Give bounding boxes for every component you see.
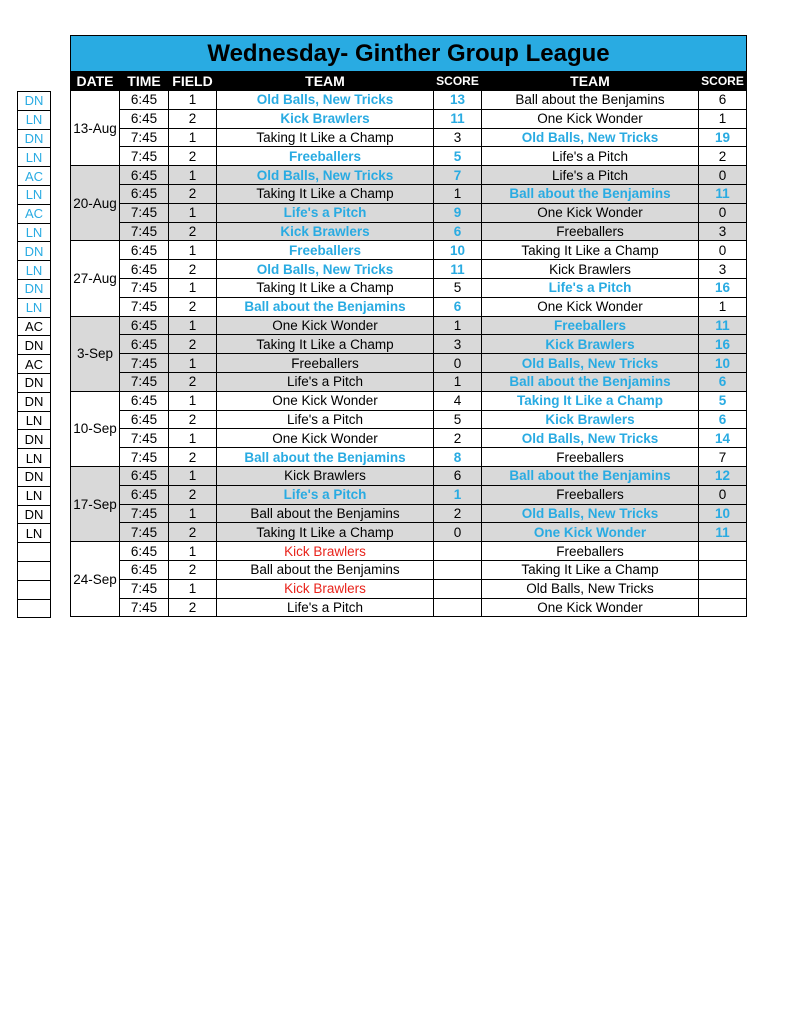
game-time: 7:45	[120, 278, 169, 297]
team-1-score: 2	[434, 429, 482, 448]
referee-code: DN	[18, 279, 51, 298]
team-2-score: 12	[699, 466, 747, 485]
team-2-score	[699, 560, 747, 579]
game-row	[71, 297, 747, 316]
referee-code: DN	[18, 392, 51, 411]
team-2-score: 14	[699, 429, 747, 448]
team-2-score: 7	[699, 448, 747, 467]
referee-code: DN	[18, 467, 51, 486]
game-field: 1	[169, 166, 217, 185]
team-1-name: Kick Brawlers	[217, 109, 434, 128]
game-row	[71, 579, 747, 598]
code-row	[18, 129, 51, 148]
game-time: 6:45	[120, 335, 169, 354]
game-row	[71, 504, 747, 523]
referee-code: LN	[18, 411, 51, 430]
game-time: 7:45	[120, 147, 169, 166]
team-2-name: Freeballers	[482, 316, 699, 335]
game-field: 1	[169, 429, 217, 448]
game-row	[71, 391, 747, 410]
code-row	[18, 242, 51, 261]
game-row	[71, 335, 747, 354]
game-row	[71, 523, 747, 542]
code-row	[18, 336, 51, 355]
game-time: 7:45	[120, 598, 169, 617]
team-2-name: One Kick Wonder	[482, 523, 699, 542]
game-row	[71, 410, 747, 429]
referee-code: DN	[18, 373, 51, 392]
team-2-score: 6	[699, 91, 747, 110]
code-row	[18, 167, 51, 186]
game-field: 1	[169, 504, 217, 523]
team-1-name: Life's a Pitch	[217, 598, 434, 617]
team-2-name: Kick Brawlers	[482, 410, 699, 429]
team-1-score: 5	[434, 410, 482, 429]
team-1-name: Taking It Like a Champ	[217, 128, 434, 147]
game-time: 7:45	[120, 203, 169, 222]
referee-code: DN	[18, 92, 51, 111]
team-2-name: Ball about the Benjamins	[482, 372, 699, 391]
game-time: 7:45	[120, 372, 169, 391]
code-row	[18, 505, 51, 524]
team-1-score: 6	[434, 222, 482, 241]
team-2-score: 2	[699, 147, 747, 166]
team-1-name: Ball about the Benjamins	[217, 504, 434, 523]
team-2-name: One Kick Wonder	[482, 297, 699, 316]
header-time: TIME	[120, 72, 169, 91]
game-row	[71, 260, 747, 279]
game-row	[71, 166, 747, 185]
game-field: 2	[169, 410, 217, 429]
team-1-score: 1	[434, 485, 482, 504]
week-date: 10-Sep	[71, 391, 120, 466]
team-2-score: 0	[699, 241, 747, 260]
referee-code: LN	[18, 185, 51, 204]
team-2-score: 10	[699, 504, 747, 523]
team-2-score: 11	[699, 316, 747, 335]
team-1-score	[434, 560, 482, 579]
team-2-score: 3	[699, 222, 747, 241]
team-2-name: Life's a Pitch	[482, 166, 699, 185]
game-time: 6:45	[120, 466, 169, 485]
code-row	[18, 580, 51, 599]
referee-code: DN	[18, 242, 51, 261]
team-1-score: 9	[434, 203, 482, 222]
team-2-score: 5	[699, 391, 747, 410]
page-title: Wednesday- Ginther Group League	[71, 36, 747, 72]
game-field: 2	[169, 297, 217, 316]
team-2-name: Life's a Pitch	[482, 278, 699, 297]
game-time: 7:45	[120, 523, 169, 542]
team-2-score: 1	[699, 297, 747, 316]
game-time: 7:45	[120, 297, 169, 316]
team-2-name: Taking It Like a Champ	[482, 241, 699, 260]
game-time: 6:45	[120, 91, 169, 110]
referee-code: LN	[18, 298, 51, 317]
team-1-score: 5	[434, 278, 482, 297]
team-2-name: Life's a Pitch	[482, 147, 699, 166]
game-time: 6:45	[120, 260, 169, 279]
team-1-score: 0	[434, 354, 482, 373]
referee-code-column	[17, 91, 51, 618]
referee-code	[18, 561, 51, 580]
code-row	[18, 279, 51, 298]
code-row	[18, 355, 51, 374]
team-1-name: Freeballers	[217, 241, 434, 260]
game-row	[71, 354, 747, 373]
header-date: DATE	[71, 72, 120, 91]
referee-code: LN	[18, 261, 51, 280]
team-1-score: 2	[434, 504, 482, 523]
code-row	[18, 317, 51, 336]
game-field: 2	[169, 560, 217, 579]
referee-code: LN	[18, 223, 51, 242]
game-row	[71, 542, 747, 561]
game-field: 1	[169, 128, 217, 147]
team-2-name: Freeballers	[482, 448, 699, 467]
team-1-name: One Kick Wonder	[217, 429, 434, 448]
game-field: 2	[169, 523, 217, 542]
team-1-name: Old Balls, New Tricks	[217, 260, 434, 279]
team-1-name: Ball about the Benjamins	[217, 560, 434, 579]
team-2-name: One Kick Wonder	[482, 203, 699, 222]
code-row	[18, 599, 51, 618]
game-field: 2	[169, 147, 217, 166]
team-1-score: 3	[434, 335, 482, 354]
team-1-score: 7	[434, 166, 482, 185]
referee-code: LN	[18, 449, 51, 468]
header-row	[71, 72, 747, 91]
team-2-name: Ball about the Benjamins	[482, 91, 699, 110]
team-1-name: Ball about the Benjamins	[217, 448, 434, 467]
game-time: 6:45	[120, 316, 169, 335]
team-1-score: 6	[434, 297, 482, 316]
game-time: 7:45	[120, 354, 169, 373]
team-2-name: One Kick Wonder	[482, 109, 699, 128]
game-time: 7:45	[120, 448, 169, 467]
team-2-name: Old Balls, New Tricks	[482, 354, 699, 373]
team-1-name: Kick Brawlers	[217, 466, 434, 485]
referee-code	[18, 580, 51, 599]
code-row	[18, 524, 51, 543]
schedule-table	[70, 35, 747, 617]
team-1-score: 1	[434, 316, 482, 335]
team-2-score: 16	[699, 278, 747, 297]
game-time: 6:45	[120, 542, 169, 561]
team-1-score: 1	[434, 372, 482, 391]
team-1-name: Old Balls, New Tricks	[217, 166, 434, 185]
game-time: 7:45	[120, 128, 169, 147]
code-row	[18, 110, 51, 129]
team-2-score: 11	[699, 184, 747, 203]
game-field: 2	[169, 222, 217, 241]
game-field: 2	[169, 335, 217, 354]
team-1-name: Taking It Like a Champ	[217, 278, 434, 297]
game-time: 7:45	[120, 579, 169, 598]
team-2-name: Kick Brawlers	[482, 260, 699, 279]
team-1-name: One Kick Wonder	[217, 391, 434, 410]
game-row	[71, 316, 747, 335]
game-field: 1	[169, 354, 217, 373]
week-date: 3-Sep	[71, 316, 120, 391]
game-row	[71, 109, 747, 128]
game-row	[71, 372, 747, 391]
team-1-score: 11	[434, 109, 482, 128]
team-2-name: Old Balls, New Tricks	[482, 579, 699, 598]
team-1-score: 4	[434, 391, 482, 410]
team-1-name: Life's a Pitch	[217, 410, 434, 429]
code-row	[18, 486, 51, 505]
referee-code: LN	[18, 486, 51, 505]
team-2-score: 3	[699, 260, 747, 279]
game-time: 6:45	[120, 391, 169, 410]
team-1-score: 1	[434, 184, 482, 203]
team-2-name: Old Balls, New Tricks	[482, 504, 699, 523]
team-2-score	[699, 598, 747, 617]
header-score-1: SCORE	[434, 72, 482, 91]
referee-code: AC	[18, 204, 51, 223]
team-1-score: 3	[434, 128, 482, 147]
team-2-name: Kick Brawlers	[482, 335, 699, 354]
game-row	[71, 184, 747, 203]
code-row	[18, 204, 51, 223]
code-row	[18, 373, 51, 392]
referee-code: LN	[18, 148, 51, 167]
team-1-name: One Kick Wonder	[217, 316, 434, 335]
game-time: 7:45	[120, 429, 169, 448]
code-row	[18, 298, 51, 317]
game-row	[71, 91, 747, 110]
team-2-name: Ball about the Benjamins	[482, 466, 699, 485]
game-field: 1	[169, 579, 217, 598]
week-date: 13-Aug	[71, 91, 120, 166]
code-row	[18, 223, 51, 242]
header-score-2: SCORE	[699, 72, 747, 91]
game-field: 2	[169, 184, 217, 203]
team-1-name: Taking It Like a Champ	[217, 184, 434, 203]
game-time: 7:45	[120, 222, 169, 241]
referee-code: AC	[18, 355, 51, 374]
referee-code: DN	[18, 129, 51, 148]
team-2-name: Freeballers	[482, 222, 699, 241]
game-field: 2	[169, 448, 217, 467]
team-2-score	[699, 542, 747, 561]
code-row	[18, 449, 51, 468]
team-2-score: 1	[699, 109, 747, 128]
header-team-2: TEAM	[482, 72, 699, 91]
team-1-score	[434, 598, 482, 617]
team-1-name: Freeballers	[217, 354, 434, 373]
team-2-name: Ball about the Benjamins	[482, 184, 699, 203]
week-date: 27-Aug	[71, 241, 120, 316]
team-2-score: 0	[699, 485, 747, 504]
referee-code: AC	[18, 317, 51, 336]
team-2-score: 16	[699, 335, 747, 354]
team-2-score: 6	[699, 410, 747, 429]
referee-code: DN	[18, 505, 51, 524]
game-time: 6:45	[120, 560, 169, 579]
team-2-name: Freeballers	[482, 542, 699, 561]
team-1-name: Taking It Like a Champ	[217, 523, 434, 542]
game-field: 1	[169, 91, 217, 110]
game-row	[71, 222, 747, 241]
game-field: 1	[169, 391, 217, 410]
team-2-name: Old Balls, New Tricks	[482, 429, 699, 448]
game-field: 1	[169, 241, 217, 260]
code-row	[18, 185, 51, 204]
code-row	[18, 467, 51, 486]
game-time: 6:45	[120, 485, 169, 504]
team-1-score: 6	[434, 466, 482, 485]
game-row	[71, 598, 747, 617]
team-2-score	[699, 579, 747, 598]
team-1-score: 11	[434, 260, 482, 279]
header-field: FIELD	[169, 72, 217, 91]
code-row	[18, 430, 51, 449]
game-time: 6:45	[120, 184, 169, 203]
game-field: 2	[169, 485, 217, 504]
team-1-score: 13	[434, 91, 482, 110]
game-time: 6:45	[120, 109, 169, 128]
code-row	[18, 92, 51, 111]
referee-code: DN	[18, 430, 51, 449]
code-row	[18, 261, 51, 280]
game-row	[71, 203, 747, 222]
team-1-score: 8	[434, 448, 482, 467]
team-2-name: Taking It Like a Champ	[482, 560, 699, 579]
referee-code: DN	[18, 336, 51, 355]
game-row	[71, 278, 747, 297]
game-field: 1	[169, 316, 217, 335]
team-1-name: Kick Brawlers	[217, 579, 434, 598]
referee-code: LN	[18, 524, 51, 543]
team-1-name: Taking It Like a Champ	[217, 335, 434, 354]
game-time: 6:45	[120, 241, 169, 260]
team-1-name: Kick Brawlers	[217, 542, 434, 561]
game-row	[71, 485, 747, 504]
game-field: 2	[169, 372, 217, 391]
game-field: 2	[169, 109, 217, 128]
team-1-score: 10	[434, 241, 482, 260]
team-2-name: Taking It Like a Champ	[482, 391, 699, 410]
game-row	[71, 466, 747, 485]
game-row	[71, 560, 747, 579]
team-1-name: Freeballers	[217, 147, 434, 166]
game-field: 1	[169, 466, 217, 485]
team-1-score: 5	[434, 147, 482, 166]
game-row	[71, 448, 747, 467]
referee-code: AC	[18, 167, 51, 186]
referee-code	[18, 543, 51, 562]
code-row	[18, 561, 51, 580]
week-date: 24-Sep	[71, 542, 120, 617]
team-2-name: Old Balls, New Tricks	[482, 128, 699, 147]
game-time: 6:45	[120, 410, 169, 429]
game-field: 2	[169, 260, 217, 279]
team-1-score	[434, 542, 482, 561]
referee-code: LN	[18, 110, 51, 129]
code-row	[18, 148, 51, 167]
team-1-name: Life's a Pitch	[217, 372, 434, 391]
team-2-score: 0	[699, 166, 747, 185]
team-1-name: Life's a Pitch	[217, 203, 434, 222]
game-field: 1	[169, 278, 217, 297]
game-field: 1	[169, 542, 217, 561]
team-1-score: 0	[434, 523, 482, 542]
game-field: 1	[169, 203, 217, 222]
week-date: 17-Sep	[71, 466, 120, 541]
game-time: 7:45	[120, 504, 169, 523]
team-1-name: Old Balls, New Tricks	[217, 91, 434, 110]
game-time: 6:45	[120, 166, 169, 185]
code-row	[18, 411, 51, 430]
week-date: 20-Aug	[71, 166, 120, 241]
game-field: 2	[169, 598, 217, 617]
referee-code	[18, 599, 51, 618]
team-2-name: Freeballers	[482, 485, 699, 504]
code-row	[18, 392, 51, 411]
game-row	[71, 128, 747, 147]
team-2-score: 19	[699, 128, 747, 147]
team-2-score: 6	[699, 372, 747, 391]
game-row	[71, 429, 747, 448]
game-row	[71, 147, 747, 166]
team-1-score	[434, 579, 482, 598]
game-row	[71, 241, 747, 260]
team-2-score: 0	[699, 203, 747, 222]
team-1-name: Ball about the Benjamins	[217, 297, 434, 316]
team-2-score: 11	[699, 523, 747, 542]
team-2-score: 10	[699, 354, 747, 373]
team-2-name: One Kick Wonder	[482, 598, 699, 617]
header-team-1: TEAM	[217, 72, 434, 91]
code-row	[18, 543, 51, 562]
team-1-name: Life's a Pitch	[217, 485, 434, 504]
team-1-name: Kick Brawlers	[217, 222, 434, 241]
